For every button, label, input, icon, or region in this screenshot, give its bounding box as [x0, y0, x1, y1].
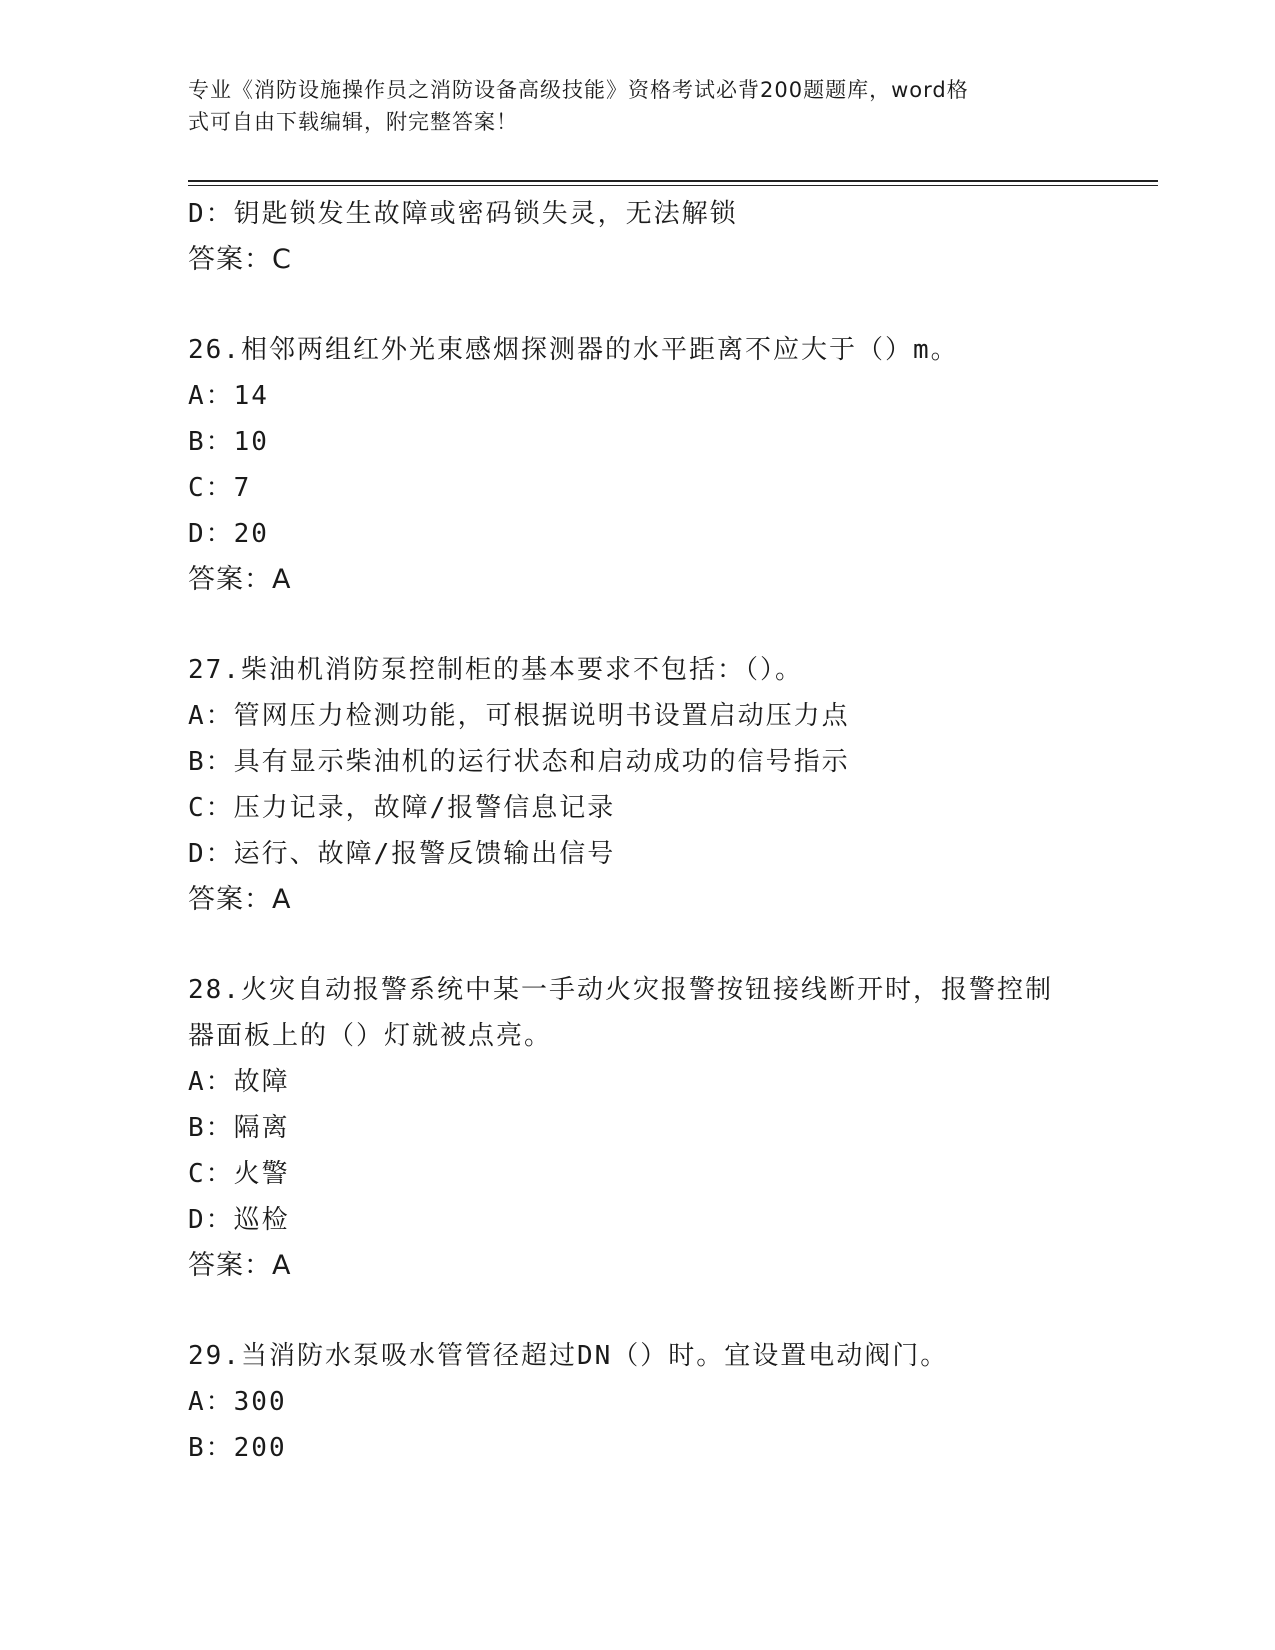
header-divider-thin — [188, 185, 1158, 186]
option-c: C：压力记录，故障/报警信息记录 — [188, 793, 616, 823]
question-text: 29.当消防水泵吸水管管径超过DN（）时。宜设置电动阀门。 — [188, 1341, 949, 1371]
option-b: B：隔离 — [188, 1113, 290, 1143]
option-b: B：200 — [188, 1433, 287, 1463]
option-c: C：火警 — [188, 1159, 290, 1189]
option-a: A：故障 — [188, 1067, 290, 1097]
question-list — [188, 191, 1088, 1471]
option-a: A：管网压力检测功能，可根据说明书设置启动压力点 — [188, 701, 850, 731]
question-27 — [188, 647, 1088, 923]
question-text-line-1: 28.火灾自动报警系统中某一手动火灾报警按钮接线断开时，报警控制 — [188, 975, 1053, 1005]
question-26 — [188, 327, 1088, 603]
option-b: B：10 — [188, 427, 269, 457]
option-a: A：14 — [188, 381, 269, 411]
answer-line: 答案：A — [188, 1250, 292, 1281]
header-line-2: 式可自由下载编辑，附完整答案！ — [188, 110, 518, 134]
question-28 — [188, 967, 1088, 1289]
question-text: 27.柴油机消防泵控制柜的基本要求不包括：（）。 — [188, 655, 803, 685]
option-d: D：运行、故障/报警反馈输出信号 — [188, 839, 616, 869]
option-d: D：钥匙锁发生故障或密码锁失灵，无法解锁 — [188, 199, 738, 229]
option-d: D：巡检 — [188, 1205, 290, 1235]
option-b: B：具有显示柴油机的运行状态和启动成功的信号指示 — [188, 747, 850, 777]
option-a: A：300 — [188, 1387, 287, 1417]
previous-question-tail — [188, 191, 1088, 283]
document-header — [188, 74, 1068, 138]
header-divider-thick — [188, 180, 1158, 182]
answer-line: 答案：A — [188, 564, 292, 595]
question-text-line-2: 器面板上的（）灯就被点亮。 — [188, 1021, 553, 1051]
question-text: 26.相邻两组红外光束感烟探测器的水平距离不应大于（）m。 — [188, 335, 959, 365]
header-line-1: 专业《消防设施操作员之消防设备高级技能》资格考试必背200题题库，word格 — [188, 78, 969, 102]
answer-line: 答案：A — [188, 884, 292, 915]
answer-line: 答案：C — [188, 244, 292, 275]
question-29 — [188, 1333, 1088, 1471]
option-c: C：7 — [188, 473, 252, 503]
option-d: D：20 — [188, 519, 269, 549]
